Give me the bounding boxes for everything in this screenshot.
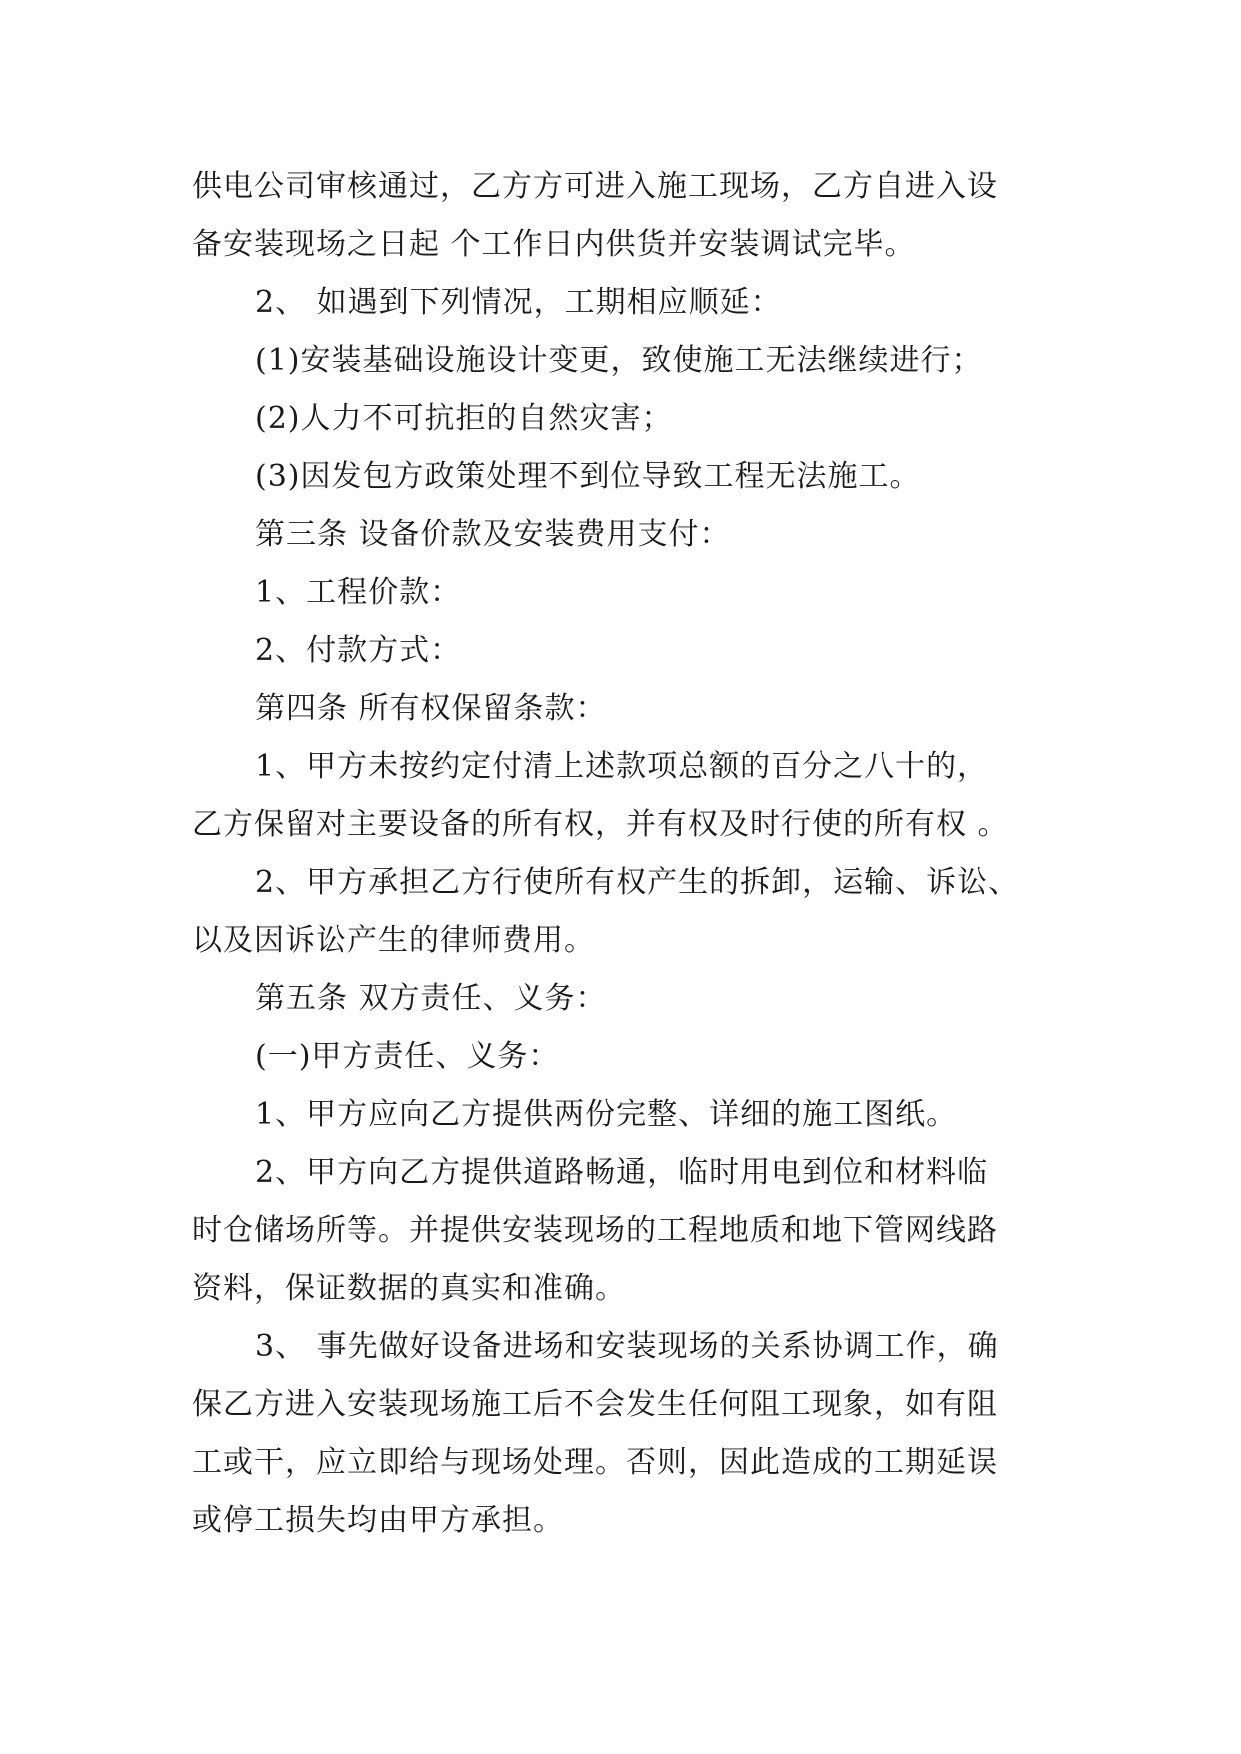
- section-heading: 第三条 设备价款及安装费用支付：: [255, 517, 731, 552]
- text-line: 供电公司审核通过，乙方方可进入施工现场，乙方自进入设: [192, 169, 998, 204]
- section-heading: 第四条 所有权保留条款：: [255, 691, 607, 726]
- text-line: 备安装现场之日起 个工作日内供货并安装调试完毕。: [192, 227, 916, 262]
- text-line: 资料，保证数据的真实和准确。: [192, 1271, 626, 1306]
- text-line: 2、 如遇到下列情况，工期相应顺延：: [255, 285, 782, 320]
- text-line: (3)因发包方政策处理不到位导致工程无法施工。: [255, 459, 921, 494]
- text-line: 乙方保留对主要设备的所有权，并有权及时行使的所有权 。: [192, 807, 1009, 842]
- text-line: 1、甲方未按约定付清上述款项总额的百分之八十的，: [255, 749, 989, 784]
- text-line: 以及因诉讼产生的律师费用。: [192, 923, 595, 958]
- text-line: 1、甲方应向乙方提供两份完整、详细的施工图纸。: [255, 1097, 958, 1132]
- subsection-heading: (一)甲方责任、义务：: [255, 1039, 560, 1074]
- text-line: 3、 事先做好设备进场和安装现场的关系协调工作，确: [255, 1329, 999, 1364]
- text-line: 时仓储场所等。并提供安装现场的工程地质和地下管网线路: [192, 1213, 998, 1248]
- text-line: 2、甲方承担乙方行使所有权产生的拆卸，运输、诉讼、: [255, 865, 1020, 900]
- text-line: (2)人力不可抗拒的自然灾害；: [255, 401, 673, 436]
- document-body: [192, 158, 1072, 1550]
- text-line: 2、甲方向乙方提供道路畅通，临时用电到位和材料临: [255, 1155, 989, 1190]
- text-line: 保乙方进入安装现场施工后不会发生任何阻工现象，如有阻: [192, 1387, 998, 1422]
- text-line: 或停工损失均由甲方承担。: [192, 1503, 564, 1538]
- text-line: 2、付款方式：: [255, 633, 462, 668]
- text-line: 1、工程价款：: [255, 575, 462, 610]
- text-line: 工或干，应立即给与现场处理。否则，因此造成的工期延误: [192, 1445, 998, 1480]
- section-heading: 第五条 双方责任、义务：: [255, 981, 607, 1016]
- text-line: (1)安装基础设施设计变更，致使施工无法继续进行；: [255, 343, 983, 378]
